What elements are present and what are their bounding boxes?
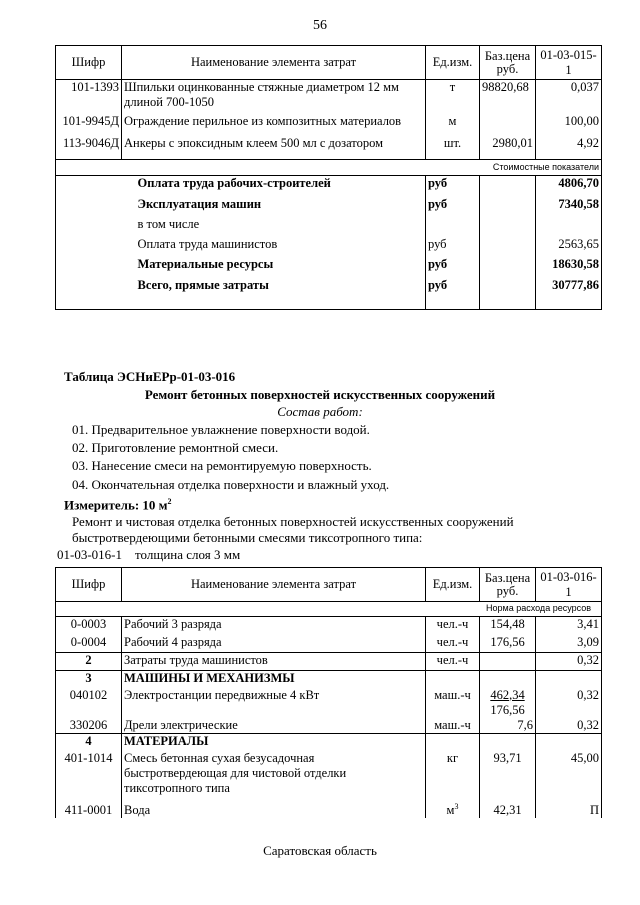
row-code: 0-0004	[56, 635, 122, 653]
row-code: 330206	[56, 718, 122, 734]
work-item: 03. Нанесение смеси на ремонтируемую поверхность.	[72, 458, 372, 473]
header-norm-code: 01-03-015-1	[536, 46, 602, 80]
work-item: 01. Предварительное увлажнение поверхности водой.	[72, 422, 370, 437]
header-code: Шифр	[56, 46, 122, 80]
row-code: 101-1393	[56, 80, 122, 114]
header-code: Шифр	[56, 568, 122, 602]
row-price: 98820,68	[480, 80, 536, 114]
row-price: 93,71	[480, 751, 536, 799]
price-value: 462,34	[490, 687, 525, 702]
row-unit: м	[426, 114, 480, 136]
row-unit: шт.	[426, 136, 480, 160]
row-name: Вода	[122, 799, 426, 818]
price-value: 176,56	[490, 702, 525, 717]
row-name: Анкеры с эпоксидным клеем 500 мл с дозатором	[122, 136, 426, 160]
row-value: 45,00	[536, 751, 602, 799]
cost-value: 4806,70	[536, 176, 602, 197]
cost-unit: руб	[426, 197, 480, 217]
table-title: Таблица ЭСНиЕРр-01-03-016	[64, 369, 236, 384]
cost-label: в том числе	[122, 217, 426, 237]
section-name: МАШИНЫ И МЕХАНИЗМЫ	[122, 671, 426, 688]
norm-label: Норма расхода ресурсов	[56, 602, 602, 617]
section-code: 4	[56, 734, 122, 751]
cost-indicators-label: Стоимостные показатели	[56, 160, 602, 176]
row-name: Рабочий 3 разряда	[122, 617, 426, 635]
row-unit: маш.-ч	[434, 717, 471, 732]
meter-label: Измеритель: 10 $м^2$	[64, 497, 172, 513]
cost-label: Оплата труда машинистов	[122, 237, 426, 257]
cost-unit: руб	[426, 278, 480, 310]
section-subtitle: Ремонт бетонных поверхностей искусственных сооружений	[144, 387, 496, 402]
cost-value: 7340,58	[536, 197, 602, 217]
row-code: 040102	[56, 688, 122, 718]
cost-label: Эксплуатация машин	[122, 197, 426, 217]
header-name: Наименование элемента затрат	[122, 46, 426, 80]
row-code: 2	[56, 653, 122, 671]
row-price: 154,48	[480, 617, 536, 635]
name-line: тиксотропного типа	[124, 780, 230, 795]
resource-table-1	[55, 45, 602, 310]
section-code: 3	[56, 671, 122, 688]
cost-unit: руб	[426, 176, 480, 197]
cost-label: Всего, прямые затраты	[122, 278, 426, 310]
cost-unit: руб	[426, 257, 480, 278]
row-value: 3,09	[536, 635, 602, 653]
work-item: 02. Приготовление ремонтной смеси.	[72, 440, 279, 455]
row-unit: чел.-ч	[426, 653, 480, 671]
row-code: 113-9046Д	[56, 136, 122, 160]
row-price: 7,6	[480, 718, 536, 734]
row-value: 0,037	[536, 80, 602, 114]
row-value: 100,00	[536, 114, 602, 136]
description-line: Ремонт и чистовая отделка бетонных поверхностей искусственных сооружений	[72, 514, 514, 529]
row-value: 4,92	[536, 136, 602, 160]
row-code: 0-0003	[56, 617, 122, 635]
header-price: Баз.цена руб.	[480, 568, 536, 602]
row-name: Рабочий 4 разряда	[122, 635, 426, 653]
row-name: Затраты труда машинистов	[122, 653, 426, 671]
row-code: 411-0001	[56, 799, 122, 818]
row-value: 0,32	[536, 688, 602, 718]
row-value: П	[536, 799, 602, 818]
row-unit: т	[426, 80, 480, 114]
row-price: 42,31	[480, 799, 536, 818]
section-name: МАТЕРИАЛЫ	[122, 734, 426, 751]
row-code: 401-1014	[56, 751, 122, 799]
row-value: 3,41	[536, 617, 602, 635]
cost-label: Оплата труда рабочих-строителей	[122, 176, 426, 197]
variant-label: 01-03-016-1 толщина слоя 3 мм	[57, 547, 241, 562]
row-price: 176,56	[480, 635, 536, 653]
name-line: Смесь бетонная сухая безусадочная	[124, 750, 315, 765]
header-unit: Ед.изм.	[426, 46, 480, 80]
header-price: Баз.цена руб.	[480, 46, 536, 80]
row-unit: $м^3$	[446, 801, 459, 817]
header-name: Наименование элемента затрат	[122, 568, 426, 602]
row-unit: маш.-ч	[434, 687, 471, 702]
resource-table-2	[55, 567, 602, 818]
header-unit: Ед.изм.	[426, 568, 480, 602]
row-price: 2980,01	[480, 136, 536, 160]
cost-label: Материальные ресурсы	[122, 257, 426, 278]
header-norm-code: 01-03-016-1	[536, 568, 602, 602]
row-value: 0,32	[536, 718, 602, 734]
row-unit: чел.-ч	[436, 634, 469, 649]
work-item: 04. Окончательная отделка поверхности и влажный уход.	[72, 477, 390, 492]
row-name: Ограждение перильное из композитных материалов	[122, 114, 426, 136]
row-name	[122, 751, 426, 799]
works-title: Состав работ:	[277, 404, 363, 419]
page-footer: Саратовская область	[263, 843, 377, 858]
row-unit: чел.-ч	[436, 617, 469, 631]
description-line: быстротвердеющими бетонными смесями тиксотропного типа:	[72, 530, 423, 545]
row-price	[480, 114, 536, 136]
page-number: 56	[313, 18, 327, 33]
row-name: Дрели электрические	[122, 718, 426, 734]
cost-unit: руб	[426, 237, 480, 257]
cost-value: 30777,86	[536, 278, 602, 310]
row-unit: кг	[446, 750, 459, 765]
row-name: Электростанции передвижные 4 кВт	[122, 688, 426, 718]
row-price	[480, 688, 536, 718]
cost-value: 2563,65	[536, 237, 602, 257]
row-value: 0,32	[536, 653, 602, 671]
name-line: быстротвердеющая для чистовой отделки	[124, 765, 347, 780]
cost-value: 18630,58	[536, 257, 602, 278]
row-code: 101-9945Д	[56, 114, 122, 136]
row-name: Шпильки оцинкованные стяжные диаметром 12 мм длиной 700-1050	[122, 80, 426, 114]
